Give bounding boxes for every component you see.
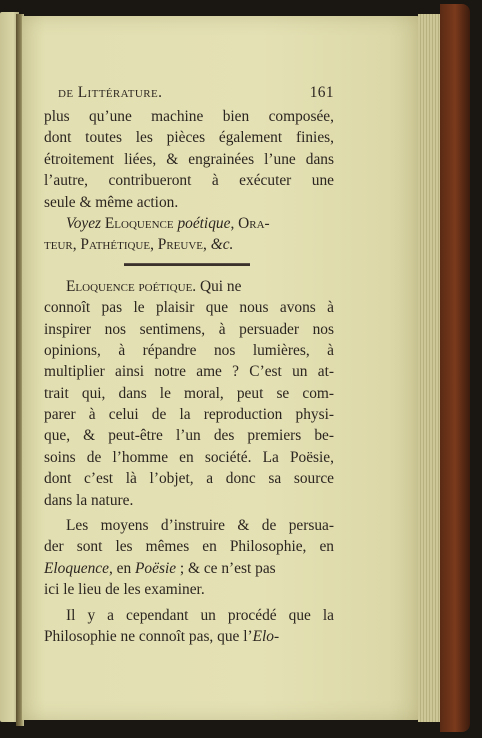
text-line: soins de l’homme en société. La Poësie, bbox=[44, 448, 334, 466]
italic-elo: Elo- bbox=[252, 627, 280, 645]
text-line: connoît pas le plaisir que nous avons à bbox=[44, 299, 334, 317]
text-line: dont c’est là l’objet, a donc sa source bbox=[44, 470, 334, 488]
text-line: que, & peut-être l’un des premiers be- bbox=[44, 427, 334, 445]
text-line: plus qu’une machine bien composée, bbox=[44, 108, 334, 125]
text-line: der sont les mêmes en Philosophie, en bbox=[44, 538, 334, 556]
text-line: Les moyens d’instruire & de persua- bbox=[66, 517, 334, 535]
text-line: seule & même action. bbox=[44, 193, 179, 211]
article-first-line-rest: Qui ne bbox=[196, 277, 242, 295]
running-head-title: de Littérature. bbox=[58, 84, 163, 101]
text-line: multiplier ainsi notre ame ? C’est un at- bbox=[44, 363, 334, 381]
text-fragment: ; & ce n’est pas bbox=[176, 559, 276, 577]
text-fragment: , en bbox=[108, 559, 136, 577]
text-fragment: Philosophie ne connoît pas, que l’ bbox=[44, 627, 253, 645]
text-line bbox=[44, 626, 334, 647]
text-line bbox=[44, 558, 334, 579]
article-headword: Eloquence poétique. bbox=[66, 277, 197, 295]
cross-reference-line bbox=[44, 213, 334, 234]
text-line: dans la nature. bbox=[44, 491, 134, 509]
text-line: dont toutes les pièces également finies, bbox=[44, 129, 334, 147]
xref-etc: &c. bbox=[210, 236, 234, 254]
text-line: trait qui, dans le moral, peut se com- bbox=[44, 384, 334, 402]
xref-eloquence: Eloquence bbox=[104, 214, 174, 232]
text-line: inspirer nos sentimens, à persuader nos bbox=[44, 320, 334, 338]
book-cover bbox=[440, 4, 470, 732]
text-line: Il y a cependant un procédé que la bbox=[66, 606, 334, 624]
section-divider bbox=[124, 263, 250, 266]
article-first-line bbox=[44, 276, 334, 297]
page-number: 161 bbox=[309, 84, 334, 101]
page-text bbox=[44, 82, 334, 647]
text-line: l’autre, contribueront à exécuter une bbox=[44, 172, 334, 190]
running-head bbox=[58, 82, 334, 106]
text-line: ici le lieu de les examiner. bbox=[44, 581, 205, 599]
text-line: opinions, à répandre nos lumières, à bbox=[44, 341, 334, 359]
text-line: étroitement liées, & engrainées l’une dans bbox=[44, 150, 334, 168]
text-line: parer à celui de la reproduction physi- bbox=[44, 406, 334, 424]
xref-orateur-start: , Ora- bbox=[230, 214, 270, 232]
voyez-label: Voyez bbox=[66, 214, 102, 232]
xref-rest: , Pathétique, Preuve, bbox=[72, 236, 207, 254]
italic-poesie: Poësie bbox=[135, 559, 177, 577]
italic-eloquence: Eloquence bbox=[44, 559, 109, 577]
xref-orateur-end: teur bbox=[44, 236, 73, 254]
cross-reference-line bbox=[44, 234, 334, 255]
xref-qualifier: poétique bbox=[177, 214, 231, 232]
